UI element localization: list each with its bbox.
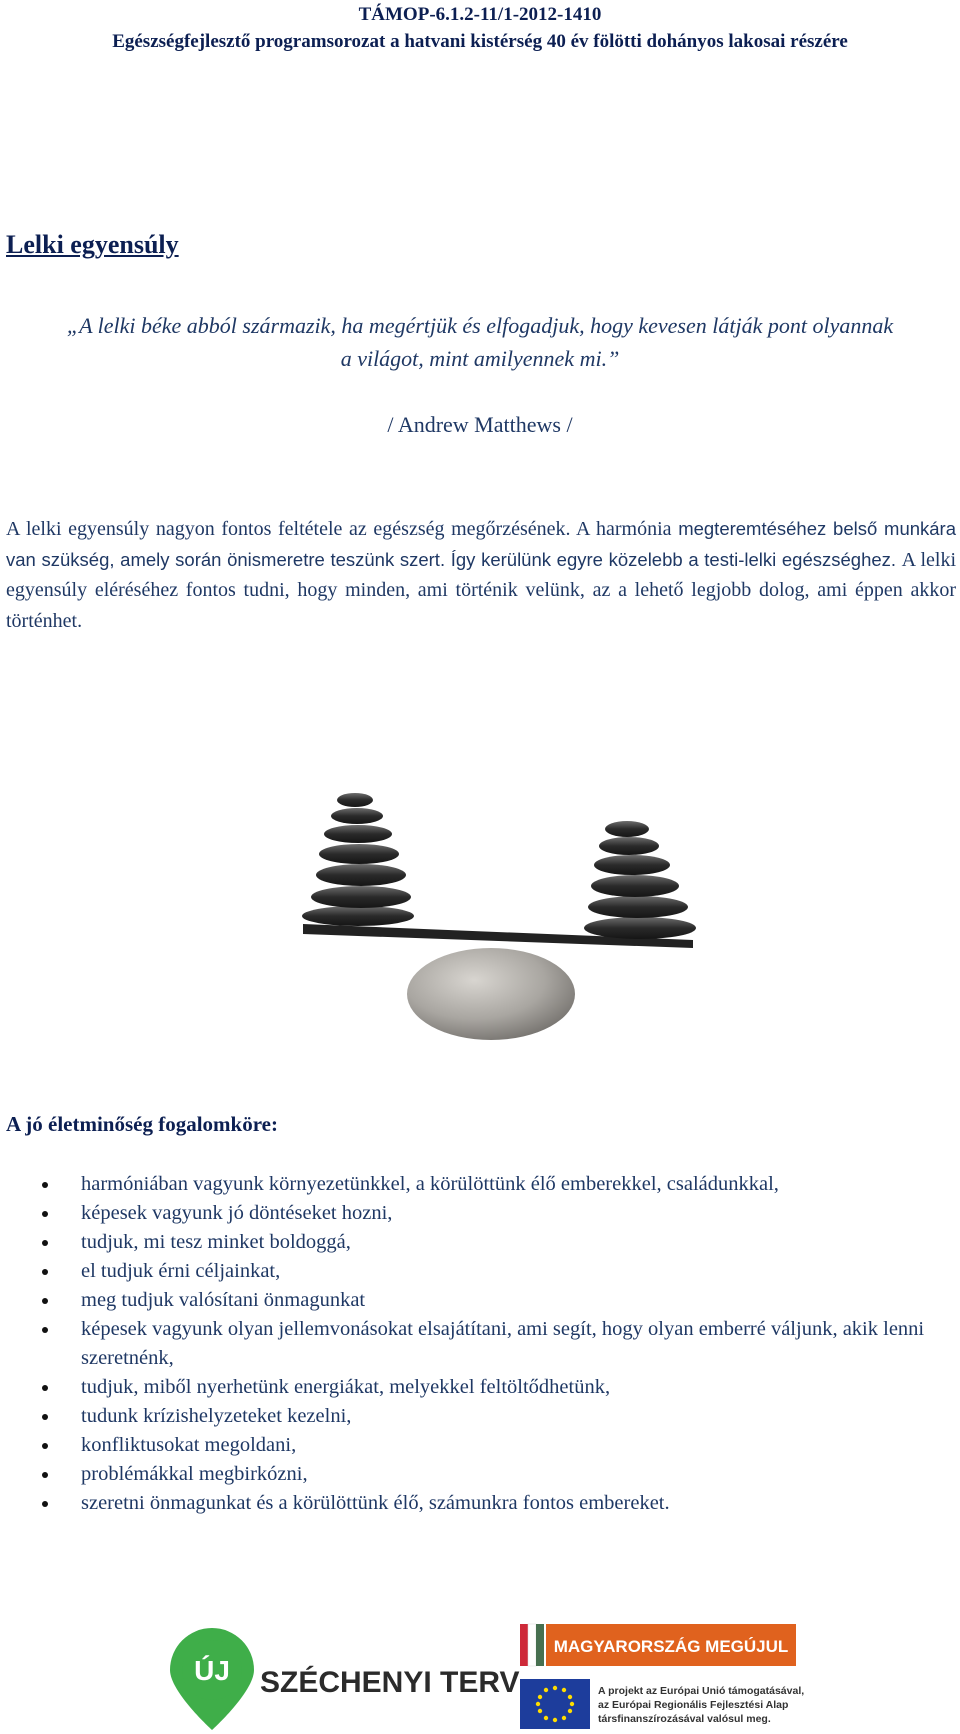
list-item [0,1373,951,1402]
header-program-title: Egészségfejlesztő programsorozat a hatvani kistérség 40 év fölötti dohányos lakosai részére [112,31,848,52]
bullet-icon [42,1472,48,1478]
szechenyi-uj-label: ÚJ [194,1655,230,1686]
bullet-icon [42,1182,48,1188]
quote-author: / Andrew Matthews / [387,412,573,437]
list-item [0,1170,951,1199]
intro-paragraph-part-1: A lelki egyensúly nagyon fontos feltétele az egészség megőrzésének. A harmónia [6,518,672,540]
quote-line-2: a világot, mint amilyennek mi.” [340,346,620,371]
list-item-text: tudjuk, mi tesz minket boldoggá, [81,1231,351,1253]
intro-paragraph [6,514,956,636]
bullet-icon [42,1327,48,1333]
eu-note-line-3: társfinanszírozásával valósul meg. [598,1713,771,1725]
bullet-icon [42,1414,48,1420]
list-item-text: konfliktusokat megoldani, [81,1434,297,1456]
list-item [0,1199,951,1228]
eu-note-line-2: az Európai Regionális Fejlesztési Alap [598,1699,789,1711]
quality-of-life-heading: A jó életminőség fogalomköre: [6,1112,278,1136]
list-item [0,1460,951,1489]
bullet-icon [42,1269,48,1275]
list-item-text: meg tudjuk valósítani önmagunkat [81,1289,366,1311]
quote-line-1: „A lelki béke abból származik, ha megértjük és elfogadjuk, hogy kevesen látják pont olyannak [66,313,894,338]
bullet-icon [42,1211,48,1217]
base-rock-shape [407,948,575,1040]
intro-paragraph-part-2: megteremtéséhez belső munkára van szükség, amely során önismeretre teszünk szert. Így kerülünk egyre közelebb a testi-lelki egészséghez. [6,518,957,570]
list-item-text: tudunk krízishelyzeteket kezelni, [81,1405,352,1427]
szechenyi-terv-logo [160,1630,520,1730]
szechenyi-terv-label: SZÉCHENYI TERV [260,1666,520,1699]
bullet-icon [42,1385,48,1391]
magyarorszag-megujul-label: MAGYARORSZÁG MEGÚJUL [553,1637,789,1656]
bullet-icon [42,1443,48,1449]
list-item [0,1257,951,1286]
page-title: Lelki egyensúly [6,230,179,259]
list-item-text: problémákkal megbirkózni, [81,1463,308,1485]
eu-note-line-1: A projekt az Európai Unió támogatásával, [598,1685,805,1697]
bullet-icon [42,1298,48,1304]
eu-funding-logo [520,1624,805,1734]
list-item [0,1228,951,1257]
list-item-text: el tudjuk érni céljainkat, [81,1260,281,1282]
list-item-text: képesek vagyunk jó döntéseket hozni, [81,1202,393,1224]
quality-of-life-list [0,1170,951,1518]
intro-paragraph-part-3: A lelki egyensúly eléréséhez fontos tudni, hogy minden, ami történik velünk, az a lehető legjobb dolog, ami éppen akkor történhet. [6,548,957,632]
bullet-icon [42,1240,48,1246]
list-item [0,1315,951,1373]
list-item [0,1402,951,1431]
balancing-stones-image [273,762,709,1038]
list-item [0,1489,951,1518]
list-item-text: harmóniában vagyunk környezetünkkel, a körülöttünk élő emberekkel, családunkkal, [81,1173,779,1195]
list-item-text: szeretni önmagunkat és a körülöttünk élő, számunkra fontos embereket. [81,1492,670,1514]
bullet-icon [42,1501,48,1507]
header-project-code: TÁMOP-6.1.2-11/1-2012-1410 [358,4,602,25]
list-item-text: képesek vagyunk olyan jellemvonásokat elsajátítani, ami segít, hogy olyan emberré váljunk, akik lenni szeretnénk, [81,1318,925,1369]
list-item [0,1431,951,1460]
list-item [0,1286,951,1315]
list-item-text: tudjuk, miből nyerhetünk energiákat, melyekkel feltöltődhetünk, [81,1376,611,1398]
